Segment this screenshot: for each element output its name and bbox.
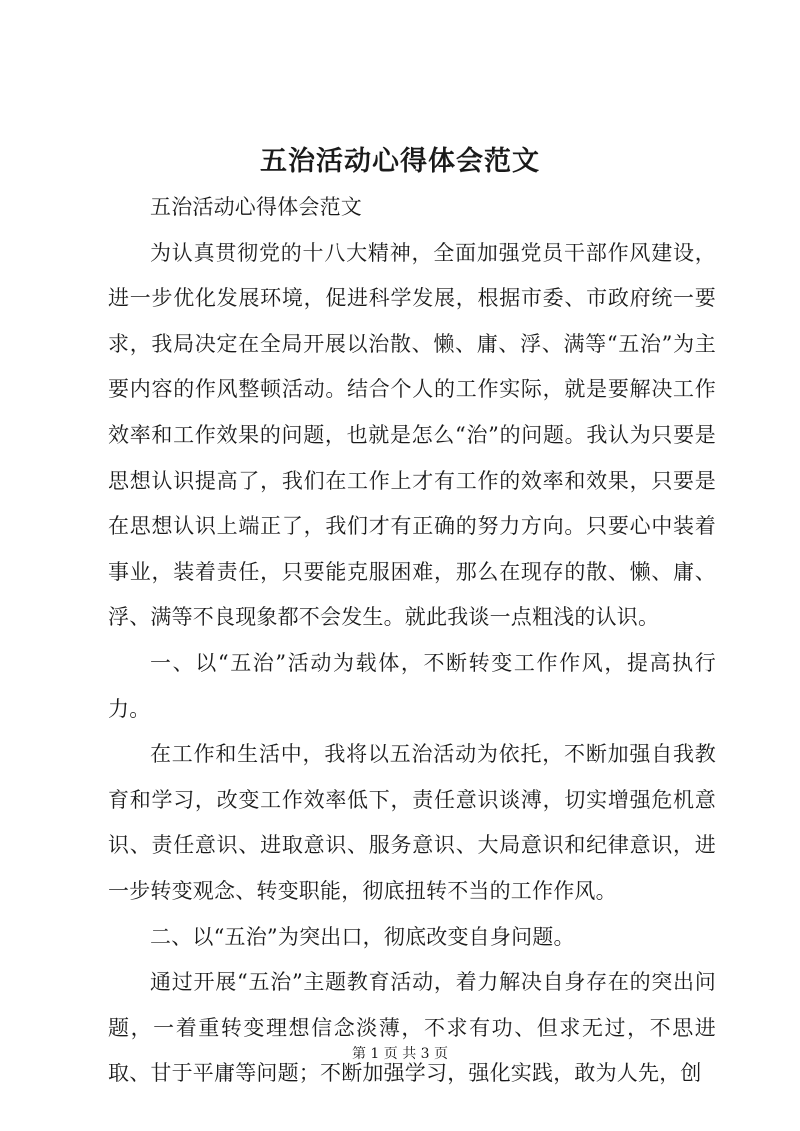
paragraph-subtitle: 五治活动心得体会范文	[150, 195, 362, 219]
section-heading-1: 一、以“五治”活动为载体，不断转变工作作风，提高执行力。	[108, 650, 716, 721]
paragraph-section-1: 在工作和生活中，我将以五治活动为依托，不断加强自我教育和学习，改变工作效率低下，责任意识谈溥，切实增强危机意识、责任意识、进取意识、服务意识、大局意识和纪律意识，进一步转变观念、转变职能，彻底扭转不当的工作作风。	[108, 742, 716, 903]
document-title: 五治活动心得体会范文	[260, 146, 540, 177]
page-footer: 第 1 页 共 3 页	[351, 1046, 449, 1062]
section-heading-2: 二、以“五治”为突出口，彻底改变自身问题。	[150, 924, 575, 949]
paragraph-intro: 为认真贯彻党的十八大精神，全面加强党员干部作风建设，进一步优化发展环境，促进科学发展，根据市委、市政府统一要求，我局决定在全局开展以治散、懒、庸、浮、满等“五治”为主要内容的作风整顿活动。结合个人的工作实际，就是要解决工作效率和工作效果的问题，也就是怎么“治”的问题。我认为只要是思想认识提高了，我们在工作上才有工作的效率和效果，只要是在思想认识上端正了，我们才有正确的努力方向。只要心中装着事业，装着责任，只要能克服困难，那么在现存的散、懒、庸、浮、满等不良现象都不会发生。就此我谈一点粗浅的认识。	[108, 240, 716, 630]
paragraph-section-2: 通过开展“五治”主题教育活动，着力解决自身存在的突出问题，一着重转变理想信念淡薄，不求有功、但求无过，不思进取、甘于平庸等问题；不断加强学习，强化实践，敢为人先，创	[108, 970, 716, 1086]
document-body	[108, 185, 716, 1097]
